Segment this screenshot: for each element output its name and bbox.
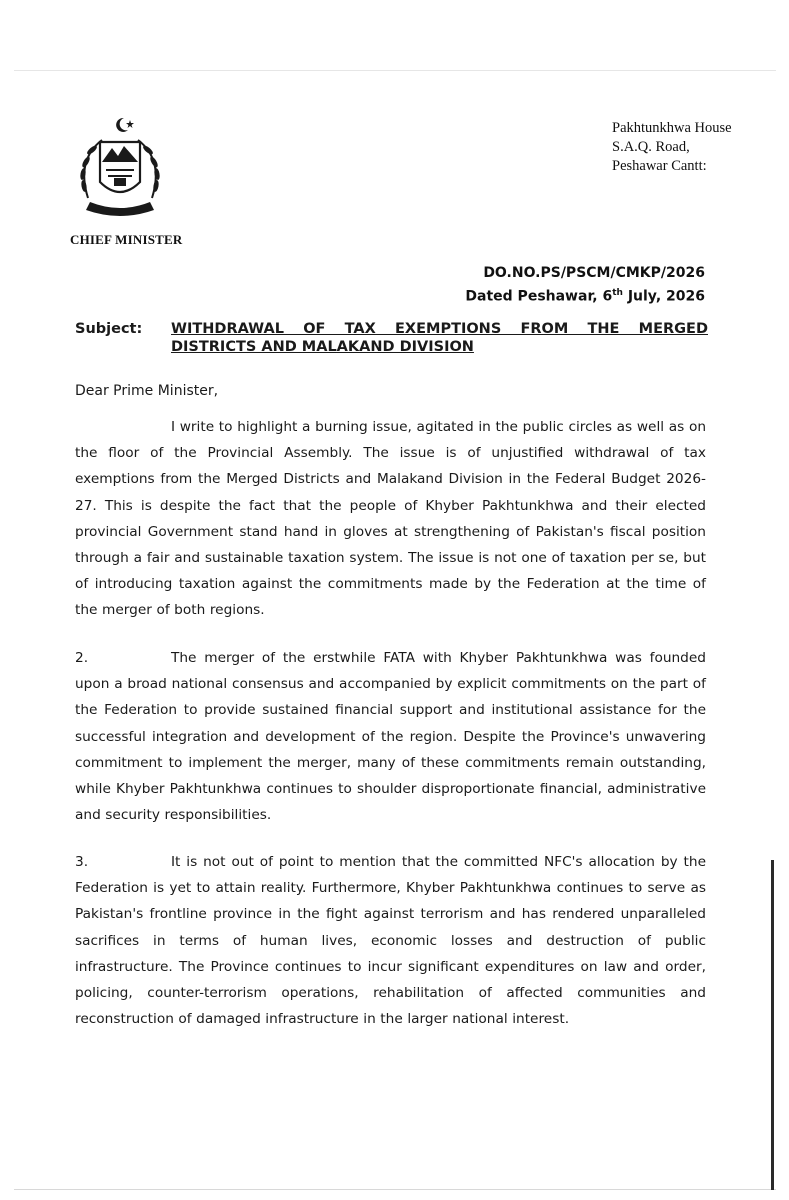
date-prefix: Dated Peshawar, 6	[465, 288, 613, 305]
salutation: Dear Prime Minister,	[75, 383, 219, 399]
date-ordinal: th	[612, 288, 623, 298]
paragraph-2	[75, 645, 706, 828]
subject-text: WITHDRAWAL OF TAX EXEMPTIONS FROM THE MERGED DISTRICTS AND MALAKAND DIVISION	[171, 321, 708, 355]
paragraph-3	[75, 849, 706, 1032]
paragraph-text: It is not out of point to mention that the committed NFC's allocation by the Federation is yet to attain reality. Furthermore, Khyber Pakhtunkhwa continues to serve as Pakistan's frontline province in the fight against terrorism and has rendered unparalleled sacrifices in terms of human lives, economic losses and destruction of public infrastructure. The Province continues to incur significant expenditures on law and order, policing, counter-terrorism operations, rehabilitation of affected communities and reconstruction of damaged infrastructure in the larger national interest.	[75, 854, 706, 1028]
government-seal-emblem	[62, 110, 178, 225]
reference-number: DO.NO.PS/PSCM/CMKP/2026	[483, 265, 705, 281]
address-line: S.A.Q. Road,	[612, 139, 690, 155]
paragraph-number: 2.	[75, 650, 89, 666]
subject-label: Subject:	[75, 321, 143, 337]
date-rest: July, 2026	[622, 288, 705, 305]
reference-date	[465, 283, 705, 307]
paragraph-number: 3.	[75, 854, 89, 870]
address-line: Peshawar Cantt:	[612, 158, 707, 174]
page-edge-shadow	[771, 860, 774, 1190]
reference-block	[465, 263, 705, 307]
sender-address	[612, 119, 732, 176]
paragraph-1: I write to highlight a burning issue, agitated in the public circles as well as on the floor of the Provincial Assembly. The issue is of unjustified withdrawal of tax exemptions from the Merged Districts and Malakand Division in the Federal Budget 2026-27. This is despite the fact that the people of Khyber Pakhtunkhwa and their elected provincial Government stand hand in gloves at strengthening of Pakistan's fiscal position through a fair and sustainable taxation system. The issue is not one of taxation per se, but of introducing taxation against the commitments made by the Federation at the time of the merger of both regions.	[75, 419, 706, 619]
office-title: CHIEF MINISTER	[70, 232, 183, 247]
paragraph-text: The merger of the erstwhile FATA with Khyber Pakhtunkhwa was founded upon a broad national consensus and accompanied by explicit commitments on the part of the Federation to provide sustained financial support and institutional assistance for the successful integration and development of the region. Despite the Province's unwavering commitment to implement the merger, many of these commitments remain outstanding, while Khyber Pakhtunkhwa continues to shoulder disproportionate financial, administrative and security responsibilities.	[75, 650, 706, 824]
address-line: Pakhtunkhwa House	[612, 120, 732, 136]
